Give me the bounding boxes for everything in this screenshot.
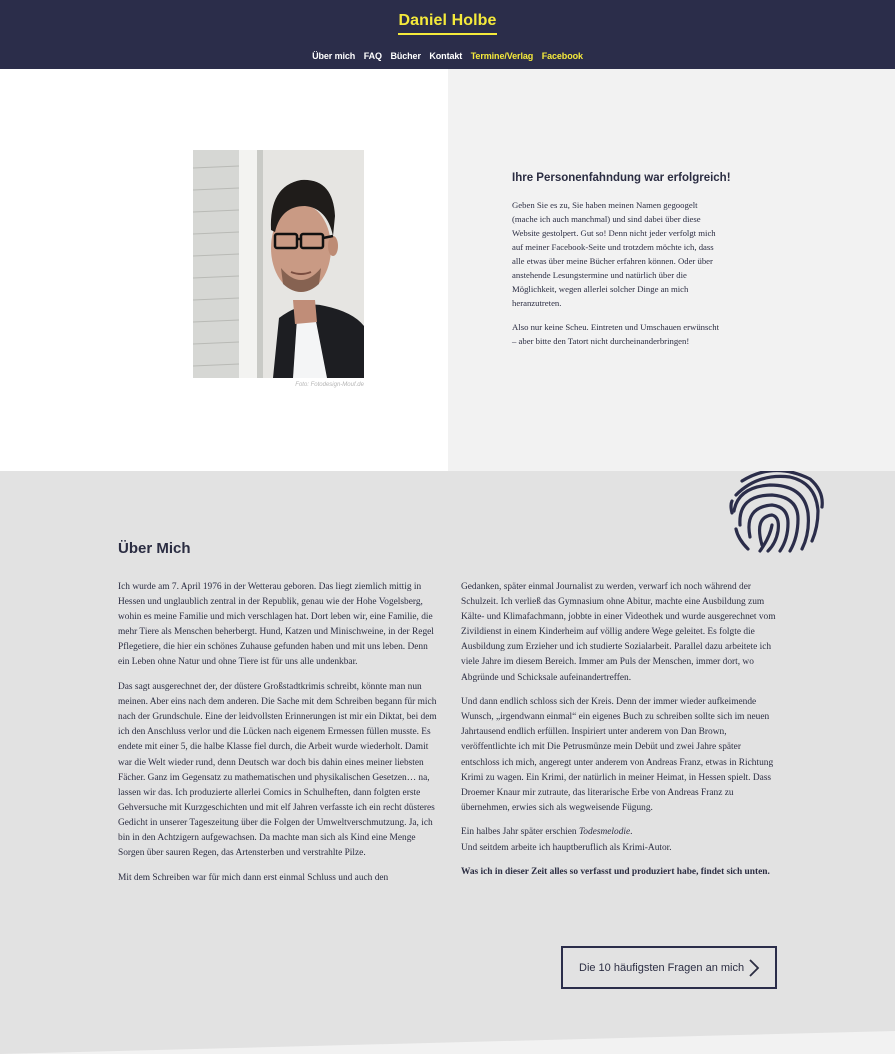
about-title: Über Mich: [118, 540, 191, 557]
faq-button[interactable]: [561, 946, 777, 989]
book-title-todesmelodie: Todesmelodie: [578, 827, 631, 838]
fingerprint-icon: [728, 471, 826, 553]
hero-intro-panel: [448, 69, 895, 471]
faq-button-label: Die 10 häufigsten Fragen an mich: [579, 961, 745, 974]
about-paragraph: Das sagt ausgerechnet der, der düstere Großstadtkrimis schreibt, könnte man nun meinen. Aber eins nach dem anderen. Die Sache mit dem Schreiben begann für mich nach der Grundschule. Eine der leidvollsten Erinnerungen ist mir ein Diktat, bei dem ich den Anschluss verlor und die Lücken nach eigenem Ermessen füllen musste. Es endete mit einer 5, die halbe Klasse fiel durch, die Arbeit wurde wiederholt. Damit war die Welt wieder rund, denn Deutsch war doch bis dahin eines meiner liebsten Fächer. Ganz im Gegensatz zu mathematischen und physikalischen Gesetzen… na, lassen wir das. Ich produzierte allerlei Comics in Schulheften, dann folgten erste Gehversuche mit Kurzgeschichten und mit elf Jahren verfasste ich ein recht düsteres Gedicht in unserer Tageszeitung über die Folgen der Umweltverschmutzung. Ja, ich bin in den Achtzigern aufgewachsen. Da machte man sich als Kind eine Menge Sorgen über sauren Regen, das Artensterben und verstrahlte Pilze.: [118, 682, 437, 859]
site-title-wrap: [0, 12, 895, 35]
about-paragraph: Und dann endlich schloss sich der Kreis. Denn der immer wieder aufkeimende Wunsch, „irgendwann einmal“ ein eigenes Buch zu schreiben sollte sich im neuen Jahrtausend endlich erfüllen. Inspiriert unter anderem von Dan Brown, veröffentlichte ich mit Die Petrusmünze mein Debüt und zwei Jahre später entschloss ich mich, angeregt unter anderem von Andreas Franz, etwas in Richtung Krimi zu wagen. Ein Krimi, der natürlich in meiner Heimat, in Hessen spielt. Dass Droemer Knaur mir zutraute, das literarische Erbe von Andreas Franz zu übernehmen, erwies sich als wegweisende Fügung.: [461, 697, 774, 813]
photo-caption: Foto: Fotodesign-Mouf.de: [295, 382, 364, 388]
nav-item-faq[interactable]: FAQ: [363, 51, 382, 61]
hero-photo-panel: [0, 69, 448, 471]
about-paragraph: Gedanken, später einmal Journalist zu werden, verwarf ich noch während der Schulzeit. Ich verließ das Gymnasium ohne Abitur, machte eine Ausbildung zum Kälte- und Klimafachmann, jobbte in einer Videothek und wurde ausgerechnet vom Zivildienst in einem Kinderheim auf völlig andere Wege geleitet. Es folgte die Ausbildung zum Erzieher und ich studierte Sozialarbeit. Parallel dazu arbeitete ich viele Jahre im diesem Bereich. Immer am Puls der Menschen, immer dort, wo Abgründe und Schicksale aufeinandertreffen.: [461, 582, 776, 683]
site-title[interactable]: Daniel Holbe: [398, 12, 496, 35]
about-paragraph: Ich wurde am 7. April 1976 in der Wetterau geboren. Das liegt ziemlich mittig in Hessen und unglaublich zentral in der Republik, genau wie der Hohe Vogelsberg, wohin es meine Familie und mich verschlagen hat. Dort leben wir, eine Familie, die mehr Tiere als Menschen beherbergt. Hund, Katzen und Minischweine, in der Regel Pflegetiere, die hier ein schönes Zuhause gefunden haben und mit uns leben. Denn ein Leben ohne Natur und ohne Tiere ist für uns alle undenkbar.: [118, 582, 434, 668]
nav-item-buecher[interactable]: Bücher: [390, 51, 421, 61]
site-header: [0, 0, 895, 69]
section-divider: [0, 1026, 895, 1054]
chevron-right-icon: [747, 958, 761, 978]
main-nav: [0, 51, 895, 61]
about-bold-note: Was ich in dieser Zeit alles so verfasst und produziert habe, findet sich unten.: [461, 867, 770, 878]
hero-heading: Ihre Personenfahndung war erfolgreich!: [512, 172, 731, 184]
about-column-right: [461, 580, 781, 890]
hero-paragraph: Geben Sie es zu, Sie haben meinen Namen gegoogelt (mache ich auch manchmal) und sind dabei über diese Website gestolpert. Gut so! Denn nicht jeder verfolgt mich auf meiner Facebook-Seite und trotzdem möchte ich, dass alle etwas über meine Bücher erfahren können. Oder über anstehende Lesungstermine und natürlich über die Möglichkeit, wegen allerlei solcher Dinge an mich heranzutreten.: [512, 200, 716, 308]
about-paragraph: Mit dem Schreiben war für mich dann erst einmal Schluss und auch den: [118, 872, 389, 883]
author-portrait-image: [193, 150, 364, 378]
nav-item-termine-verlag[interactable]: Termine/Verlag: [470, 51, 534, 61]
about-column-left: [118, 580, 438, 895]
nav-item-ueber-mich[interactable]: Über mich: [312, 51, 356, 61]
later-suffix: .: [630, 827, 633, 838]
nav-item-facebook[interactable]: Facebook: [541, 51, 583, 61]
about-section: [0, 471, 895, 1054]
hero-text: [512, 198, 722, 358]
hero-paragraph: Also nur keine Scheu. Eintreten und Umschauen erwünscht – aber bitte den Tatort nicht durcheinanderbringen!: [512, 322, 719, 346]
author-portrait: [193, 150, 364, 378]
later-line-2: Und seitdem arbeite ich hauptberuflich als Krimi-Autor.: [461, 842, 672, 853]
nav-item-kontakt[interactable]: Kontakt: [429, 51, 463, 61]
about-paragraph-later: [461, 825, 781, 855]
later-prefix: Ein halbes Jahr später erschien: [461, 827, 579, 838]
